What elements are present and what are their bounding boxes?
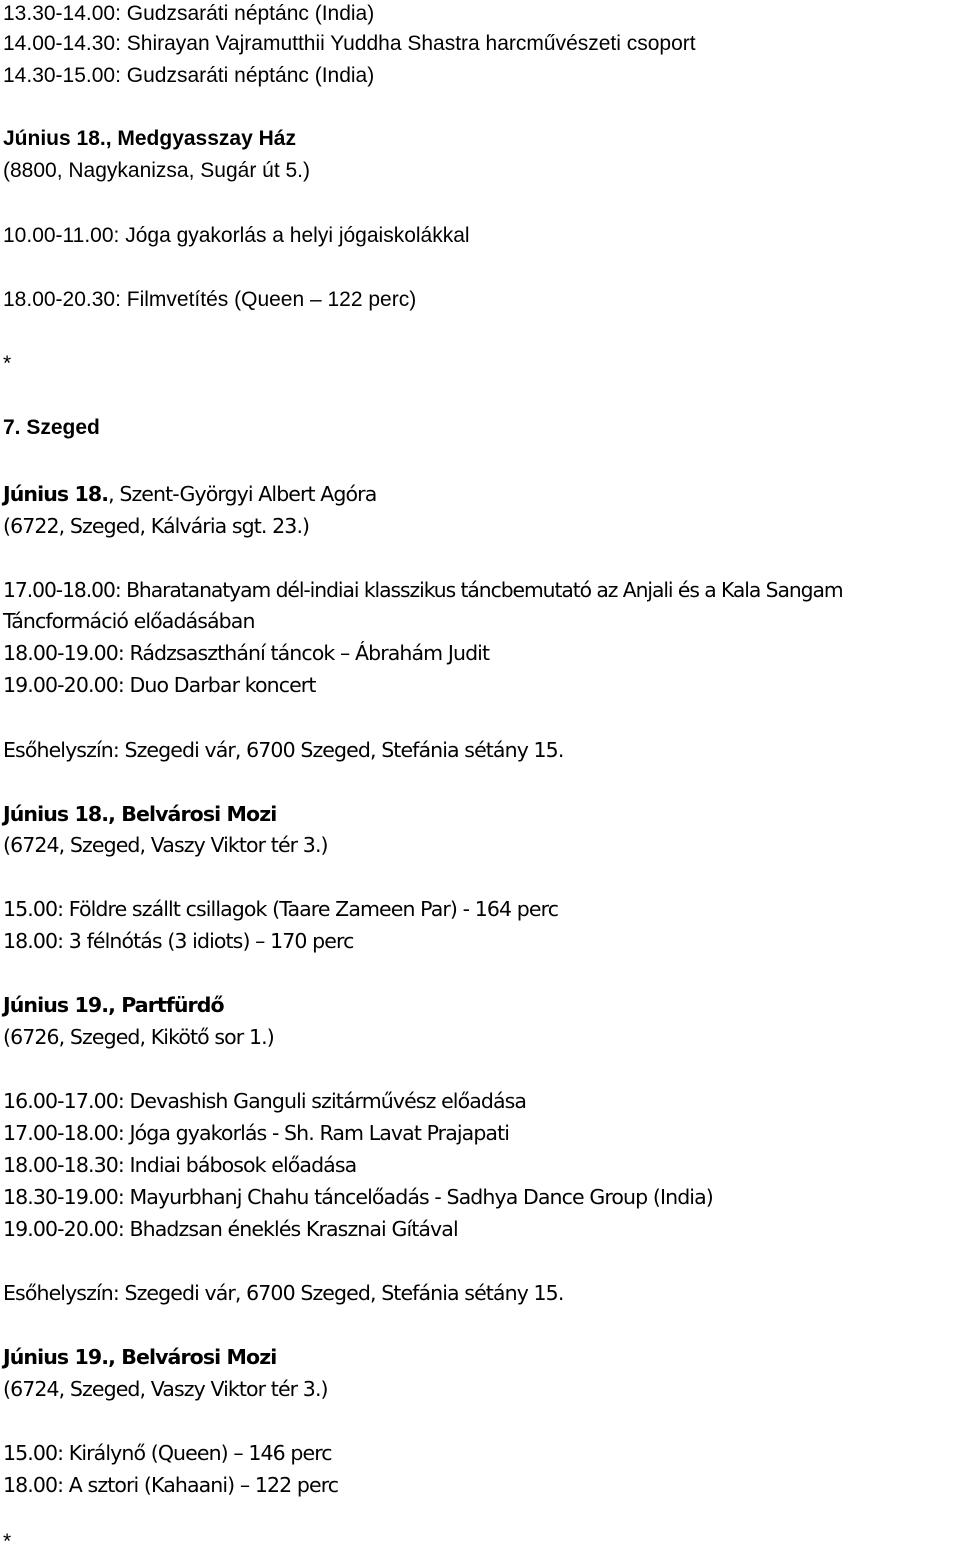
venue-title — [3, 1342, 276, 1372]
venue-address: (6724, Szeged, Vaszy Viktor tér 3.) — [3, 833, 328, 857]
rain-location: Esőhelyszín: Szegedi vár, 6700 Szeged, Stefánia sétány 15. — [3, 738, 564, 762]
venue-address: (6724, Szeged, Vaszy Viktor tér 3.) — [3, 1377, 328, 1401]
program-line: 18.00-19.00: Rádzsaszthání táncok – Ábrahám Judit — [3, 641, 490, 665]
program-line: 18.00: 3 félnótás (3 idiots) – 170 perc — [3, 929, 354, 953]
program-line: 13.30-14.00: Gudzsaráti néptánc (India) — [3, 2, 375, 25]
venue-title — [3, 479, 376, 509]
program-line: Táncformáció előadásában — [3, 609, 255, 633]
venue-name: , Belvárosi Mozi — [108, 1345, 277, 1369]
venue-name: , Szent-Györgyi Albert Agóra — [108, 482, 377, 506]
section-heading: 7. Szeged — [3, 416, 100, 439]
program-line: 19.00-20.00: Bhadzsan éneklés Krasznai Gítával — [3, 1217, 458, 1241]
venue-name: , Belvárosi Mozi — [108, 802, 277, 826]
program-line: 18.00-20.30: Filmvetítés (Queen – 122 perc) — [3, 288, 417, 311]
program-line: 10.00-11.00: Jóga gyakorlás a helyi jógaiskolákkal — [3, 224, 470, 247]
venue-date: Június 18. — [3, 802, 109, 826]
venue-date: Június 19. — [3, 993, 109, 1017]
venue-address: (8800, Nagykanizsa, Sugár út 5.) — [3, 159, 311, 182]
venue-title — [3, 124, 296, 154]
program-line: 15.00: Földre szállt csillagok (Taare Zameen Par) - 164 perc — [3, 897, 559, 921]
program-line: 15.00: Királynő (Queen) – 146 perc — [3, 1441, 332, 1465]
program-line: 18.30-19.00: Mayurbhanj Chahu táncelőadás - Sadhya Dance Group (India) — [3, 1185, 713, 1209]
section-separator: * — [3, 1530, 12, 1553]
section-separator: * — [3, 352, 12, 375]
venue-title — [3, 990, 224, 1020]
venue-date: Június 19. — [3, 1345, 109, 1369]
rain-location: Esőhelyszín: Szegedi vár, 6700 Szeged, Stefánia sétány 15. — [3, 1281, 564, 1305]
venue-title — [3, 799, 276, 829]
venue-address: (6722, Szeged, Kálvária sgt. 23.) — [3, 514, 310, 538]
program-line: 17.00-18.00: Jóga gyakorlás - Sh. Ram Lavat Prajapati — [3, 1121, 510, 1145]
program-line: 14.00-14.30: Shirayan Vajramutthii Yuddha Shastra harcművészeti csoport — [3, 32, 696, 55]
venue-date: Június 18. — [3, 482, 109, 506]
program-line: 18.00: A sztori (Kahaani) – 122 perc — [3, 1473, 339, 1497]
venue-address: (6726, Szeged, Kikötő sor 1.) — [3, 1025, 274, 1049]
program-line: 18.00-18.30: Indiai bábosok előadása — [3, 1153, 357, 1177]
program-line: 17.00-18.00: Bharatanatyam dél-indiai klasszikus táncbemutató az Anjali és a Kala Sangam — [3, 578, 843, 602]
program-line: 16.00-17.00: Devashish Ganguli szitárművész előadása — [3, 1089, 527, 1113]
program-line: 19.00-20.00: Duo Darbar koncert — [3, 673, 316, 697]
venue-date: Június 18. — [3, 127, 106, 150]
venue-name: , Partfürdő — [108, 993, 224, 1017]
venue-name: , Medgyasszay Ház — [105, 127, 296, 150]
program-line: 14.30-15.00: Gudzsaráti néptánc (India) — [3, 64, 375, 87]
